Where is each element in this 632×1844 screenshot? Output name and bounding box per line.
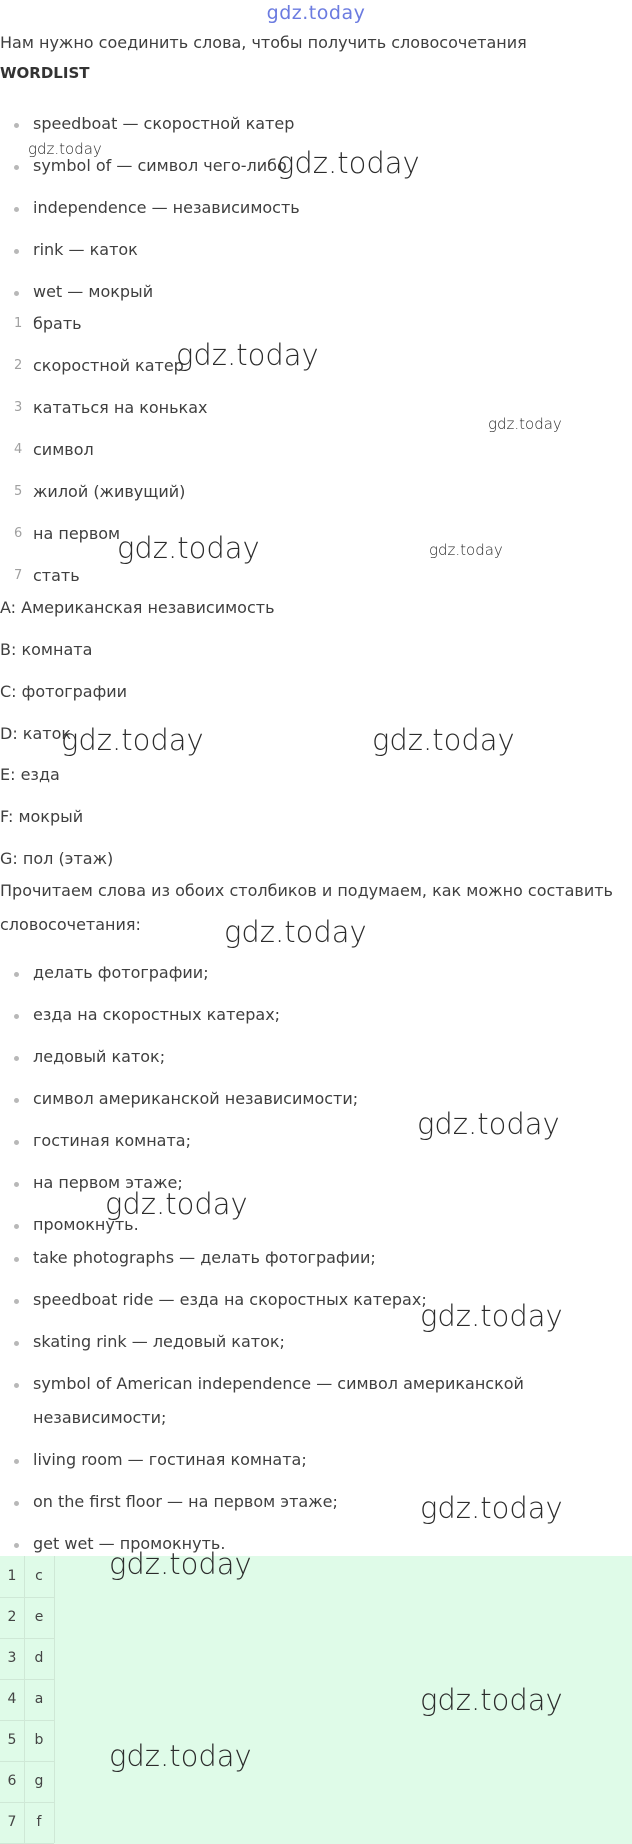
watermark: gdz.today xyxy=(488,415,562,433)
wordlist-heading: WORDLIST xyxy=(0,64,90,82)
watermark: gdz.today xyxy=(117,531,260,565)
bullet-icon xyxy=(14,249,19,254)
table-row: 2 e xyxy=(0,1597,54,1639)
bullet-icon xyxy=(14,1056,19,1061)
list-item: G: пол (этаж) xyxy=(0,849,114,868)
watermark: gdz.today xyxy=(109,1739,252,1773)
watermark: gdz.today xyxy=(277,146,420,180)
watermark: gdz.today xyxy=(61,723,204,757)
bullet-icon xyxy=(14,1459,19,1464)
site-logo[interactable]: gdz.today xyxy=(266,2,366,24)
watermark: gdz.today xyxy=(28,140,102,158)
watermark: gdz.today xyxy=(420,1491,563,1525)
list-item: E: езда xyxy=(0,765,60,784)
watermark: gdz.today xyxy=(420,1683,563,1717)
bullet-icon xyxy=(14,972,19,977)
list-item: F: мокрый xyxy=(0,807,84,826)
bullet-icon xyxy=(14,1501,19,1506)
watermark: gdz.today xyxy=(420,1299,563,1333)
bullet-icon xyxy=(14,1341,19,1346)
bullet-icon xyxy=(14,291,19,296)
bullet-icon xyxy=(14,1140,19,1145)
list-item: C: фотографии xyxy=(0,682,128,701)
table-row: 7 f xyxy=(0,1802,54,1844)
prompt-text: Прочитаем слова из обоих столбиков и подумаем, как можно составить xyxy=(0,881,613,900)
watermark: gdz.today xyxy=(372,723,515,757)
bullet-icon xyxy=(14,1257,19,1262)
watermark: gdz.today xyxy=(176,338,319,372)
table-row: 3 d xyxy=(0,1638,54,1680)
bullet-icon xyxy=(14,1543,19,1548)
bullet-icon xyxy=(14,1014,19,1019)
list-item: B: комната xyxy=(0,640,93,659)
watermark: gdz.today xyxy=(109,1547,252,1581)
bullet-icon xyxy=(14,165,19,170)
bullet-icon xyxy=(14,1299,19,1304)
watermark: gdz.today xyxy=(105,1187,248,1221)
bullet-icon xyxy=(14,1182,19,1187)
bullet-icon xyxy=(14,1224,19,1229)
watermark: gdz.today xyxy=(429,541,503,559)
bullet-icon xyxy=(14,123,19,128)
intro-text: Нам нужно соединить слова, чтобы получить словосочетания xyxy=(0,33,527,52)
watermark: gdz.today xyxy=(417,1107,560,1141)
table-row: 4 a xyxy=(0,1679,54,1721)
watermark: gdz.today xyxy=(224,915,367,949)
prompt-text-continued: словосочетания: xyxy=(0,915,141,934)
table-row: 5 b xyxy=(0,1720,54,1762)
bullet-icon xyxy=(14,207,19,212)
list-item: D: каток xyxy=(0,724,72,743)
bullet-icon xyxy=(14,1098,19,1103)
list-item: A: Американская независимость xyxy=(0,598,275,617)
table-row: 6 g xyxy=(0,1761,54,1803)
bullet-icon xyxy=(14,1383,19,1388)
table-row: 1 c xyxy=(0,1556,54,1598)
